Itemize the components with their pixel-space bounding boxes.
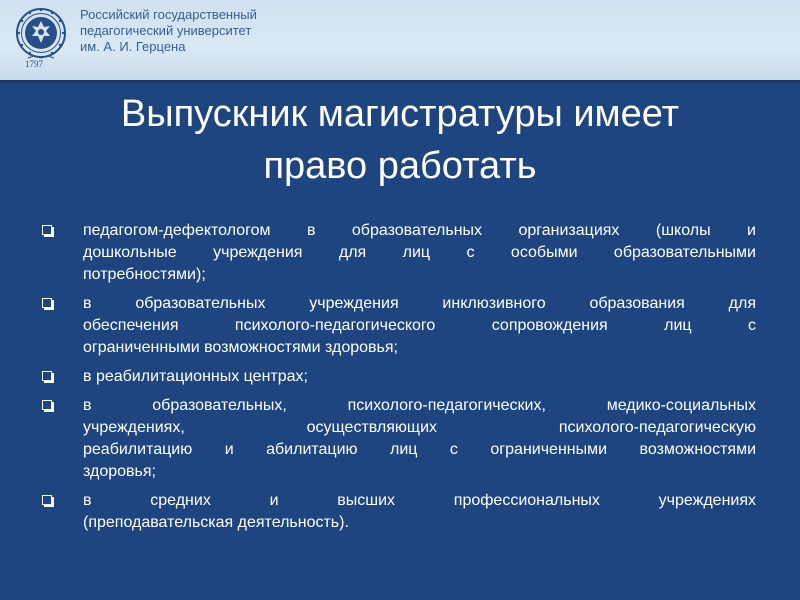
- list-item-line: в образовательных учреждения инклюзивного образования для: [83, 295, 756, 312]
- list-item-line: педагогом-дефектологом в образовательных организациях (школы и: [83, 222, 756, 239]
- list-item-line: в образовательных, психолого-педагогических, медико-социальных: [83, 397, 756, 414]
- list-item-line: (преподавательская деятельность).: [83, 514, 349, 531]
- university-name-line: Российский государственный: [80, 7, 257, 22]
- list-item-line: в средних и высших профессиональных учреждениях: [83, 492, 756, 509]
- university-name-line: педагогический университет: [80, 23, 252, 38]
- hollow-square-bullet-icon: [42, 371, 52, 381]
- list-item-line: реабилитацию и абилитацию лиц с ограниченными возможностями: [83, 441, 756, 458]
- list-item: [40, 220, 756, 286]
- list-item: [40, 366, 756, 388]
- list-item: [40, 395, 756, 483]
- list-item: [40, 293, 756, 359]
- bullet-list: [40, 220, 756, 541]
- list-item-line: ограниченными возможностями здоровья;: [83, 339, 398, 356]
- university-name: [80, 7, 257, 55]
- hollow-square-bullet-icon: [42, 400, 52, 410]
- header-shadow: [0, 80, 800, 86]
- hollow-square-bullet-icon: [42, 225, 52, 235]
- slide-title: [0, 88, 800, 192]
- list-item-line: дошкольные учреждения для лиц с особыми образовательными: [83, 244, 756, 261]
- slide-title-line: право работать: [263, 145, 537, 187]
- slide-title-line: Выпускник магистратуры имеет: [120, 93, 680, 135]
- hollow-square-bullet-icon: [42, 495, 52, 505]
- hollow-square-bullet-icon: [42, 298, 52, 308]
- list-item: [40, 490, 756, 534]
- list-item-line: потребностями);: [83, 266, 206, 283]
- logo-year: 1797: [25, 59, 43, 69]
- list-item-line: в реабилитационных центрах;: [83, 368, 308, 385]
- header-band: [0, 0, 800, 80]
- list-item-line: обеспечения психолого-педагогического сопровождения лиц с: [83, 317, 756, 334]
- university-name-line: им. А. И. Герцена: [80, 39, 186, 54]
- list-item-line: учреждениях, осуществляющих психолого-педагогическую: [83, 419, 756, 436]
- list-item-line: здоровья;: [83, 463, 156, 480]
